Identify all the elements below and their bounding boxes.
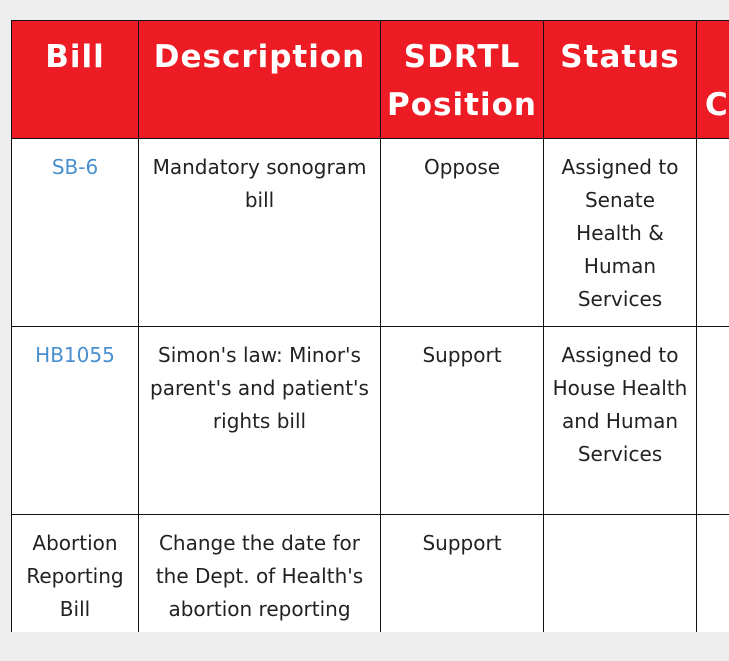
header-status: Status: [544, 21, 697, 139]
cell-status: Assigned to Senate Health & Human Services: [544, 139, 697, 327]
cell-truncated: [697, 515, 729, 633]
cell-bill: [12, 327, 139, 515]
table-header-row: [12, 21, 729, 139]
cell-position: Oppose: [381, 139, 544, 327]
cell-description: Mandatory sonogram bill: [139, 139, 381, 327]
cell-bill: [12, 515, 139, 633]
table-row: [12, 139, 729, 327]
cell-truncated: [697, 327, 729, 515]
bill-name-abortion-reporting: Abortion Reporting Bill: [26, 531, 124, 621]
bills-table: [11, 20, 729, 632]
table-row: [12, 327, 729, 515]
header-sdrtl-position: SDRTL Position: [381, 21, 544, 139]
header-truncated-column: [697, 21, 729, 139]
table-viewport[interactable]: [11, 20, 729, 632]
cell-position: Support: [381, 327, 544, 515]
cell-position: Support: [381, 515, 544, 633]
cell-truncated: [697, 139, 729, 327]
header-bill: Bill: [12, 21, 139, 139]
bill-link-hb1055[interactable]: HB1055: [35, 343, 115, 367]
cell-bill: [12, 139, 139, 327]
header-description: Description: [139, 21, 381, 139]
header-truncated-label: C: [705, 87, 729, 123]
page-bottom-strip: [0, 632, 729, 661]
cell-status: [544, 515, 697, 633]
table-row: [12, 515, 729, 633]
cell-description: Change the date for the Dept. of Health's abortion reporting: [139, 515, 381, 633]
cell-status: Assigned to House Health and Human Services: [544, 327, 697, 515]
cell-description: Simon's law: Minor's parent's and patient's rights bill: [139, 327, 381, 515]
bill-link-sb6[interactable]: SB-6: [51, 155, 99, 179]
